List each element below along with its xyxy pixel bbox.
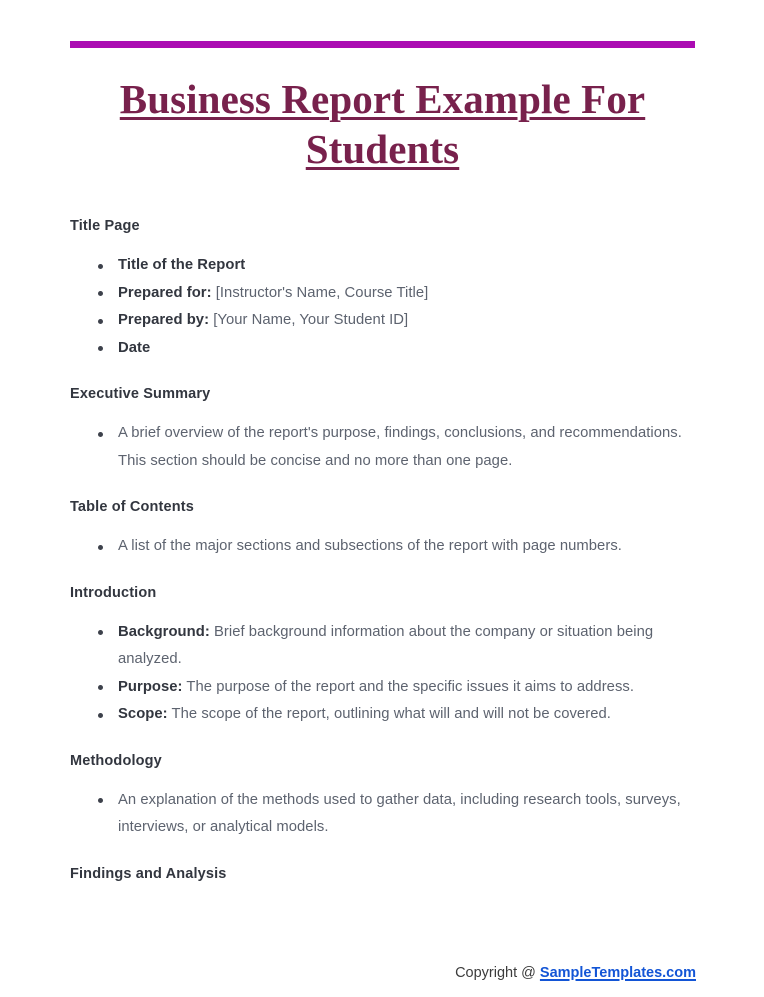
list-item bbox=[70, 307, 698, 335]
heading-list-spacer bbox=[70, 603, 698, 619]
list-item bbox=[70, 619, 698, 674]
list-item-label: Scope: bbox=[118, 706, 168, 722]
list-item-text: [Your Name, Your Student ID] bbox=[209, 312, 409, 328]
section-heading: Methodology bbox=[70, 752, 162, 769]
footer-brand-link[interactable]: SampleTemplates.com bbox=[539, 965, 696, 981]
section-heading: Table of Contents bbox=[70, 499, 194, 515]
list-item bbox=[70, 252, 698, 280]
heading-list-spacer bbox=[70, 236, 698, 252]
list-item bbox=[70, 787, 698, 842]
section-spacer bbox=[70, 362, 698, 384]
bullet-list bbox=[70, 787, 698, 842]
page-title bbox=[70, 74, 695, 174]
section-spacer bbox=[70, 729, 698, 751]
list-item-text: A brief overview of the report's purpose, findings, conclusions, and recommendations. This section should be concise and no more than one page. bbox=[118, 425, 682, 469]
page-title-line-2: Students bbox=[305, 126, 460, 172]
section-spacer bbox=[70, 475, 698, 497]
page-title-line-1: Business Report Example For bbox=[119, 76, 646, 122]
footer bbox=[455, 963, 696, 983]
list-item-label: Background: bbox=[118, 623, 210, 640]
list-item-label: Title of the Report bbox=[118, 257, 246, 273]
section-heading: Title Page bbox=[70, 218, 140, 234]
section-spacer bbox=[70, 561, 698, 583]
section-heading: Executive Summary bbox=[70, 386, 211, 402]
list-item-label: Prepared by: bbox=[118, 312, 210, 328]
section-spacer bbox=[70, 842, 698, 864]
heading-list-spacer bbox=[70, 517, 698, 533]
list-item-text: Brief background information about the company or situation being analyzed. bbox=[118, 623, 654, 667]
list-item-text: The purpose of the report and the specific issues it aims to address. bbox=[182, 678, 635, 695]
document-body bbox=[70, 216, 698, 884]
bullet-list bbox=[70, 420, 698, 475]
list-item-label: Purpose: bbox=[118, 678, 183, 695]
heading-list-spacer bbox=[70, 404, 698, 420]
list-item bbox=[70, 674, 698, 702]
list-item-label: Date bbox=[118, 339, 151, 356]
list-item-text: [Instructor's Name, Course Title] bbox=[211, 284, 429, 301]
list-item-text: An explanation of the methods used to gather data, including research tools, surveys, interviews, or analytical models. bbox=[118, 791, 681, 835]
list-item bbox=[70, 280, 698, 308]
list-item-text: The scope of the report, outlining what will and will not be covered. bbox=[167, 706, 611, 722]
list-item bbox=[70, 533, 698, 561]
top-accent-bar bbox=[70, 41, 695, 48]
section-heading: Introduction bbox=[70, 584, 157, 601]
heading-list-spacer bbox=[70, 771, 698, 787]
list-item-label: Prepared for: bbox=[118, 284, 212, 301]
list-item bbox=[70, 701, 698, 729]
list-item-text: A list of the major sections and subsections of the report with page numbers. bbox=[118, 538, 622, 554]
list-item bbox=[70, 335, 698, 363]
bullet-list bbox=[70, 619, 698, 729]
footer-copyright-text: Copyright @ bbox=[455, 965, 540, 981]
bullet-list bbox=[70, 533, 698, 561]
section-heading: Findings and Analysis bbox=[70, 865, 227, 882]
bullet-list bbox=[70, 252, 698, 362]
list-item bbox=[70, 420, 698, 475]
